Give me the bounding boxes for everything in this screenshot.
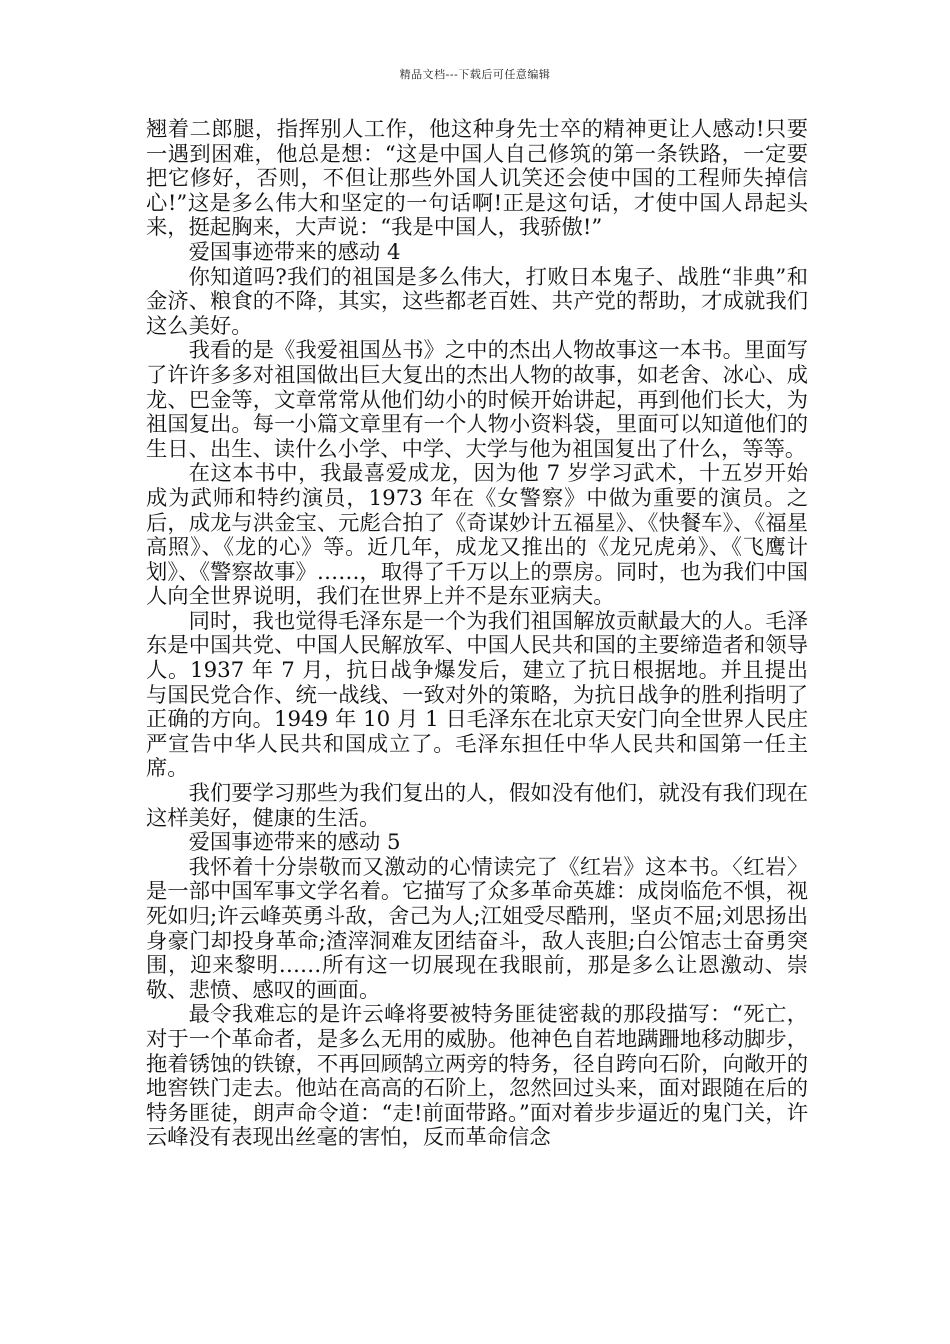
paragraph: 我们要学习那些为我们复出的人，假如没有他们，就没有我们现在这样美好，健康的生活。 [146,781,808,831]
document-body [146,118,808,1151]
section-heading-5: 爱国事迹带来的感动 5 [188,830,401,856]
paragraph: 最令我难忘的是许云峰将要被特务匪徒密裁的那段描写：“死亡，对于一个革命者，是多么无用的威胁。他神色自若地蹒跚地移动脚步，拖着锈蚀的铁镣，不再回顾鹄立两旁的特务，径自跨向石阶，向敞开的地窖铁门走去。他站在高高的石阶上，忽然回过头来，面对跟随在后的特务匪徒，朗声命令道：“走!前面带路。”面对着步步逼近的鬼门关，许云峰没有表现出丝毫的害怕，反而革命信念 [146,1002,808,1151]
paragraph: 在这本书中，我最喜爱成龙，因为他 7 岁学习武术，十五岁开始成为武师和特约演员，1973 年在《女警察》中做为重要的演员。之后，成龙与洪金宝、元彪合拍了《奇谋妙计五福星》、《快餐车》、《福星高照》、《龙的心》等。近几年，成龙又推出的《龙兄虎弟》、《飞鹰计划》、《警察故事》……，取得了千万以上的票房。同时，也为我们中国人向全世界说明，我们在世界上并不是东亚病夫。 [146,461,808,610]
section-heading-4: 爱国事迹带来的感动 4 [188,239,401,265]
paragraph-continued: 翘着二郎腿，指挥别人工作，他这种身先士卒的精神更让人感动!只要一遇到困难，他总是想：“这是中国人自己修筑的第一条铁路，一定要把它修好，否则，不但让那些外国人讥笑还会使中国的工程师失掉信心!”这是多么伟大和坚定的一句话啊!正是这句话，才使中国人昂起头来，挺起胸来，大声说：“我是中国人，我骄傲!” [146,117,808,241]
paragraph: 我怀着十分崇敬而又激动的心情读完了《红岩》这本书。〈红岩〉是一部中国军事文学名着。它描写了众多革命英雄：成岗临危不惧，视死如归;许云峰英勇斗敌，舍己为人;江姐受尽酷刑，坚贞不屈;刘思扬出身豪门却投身革命;渣滓洞难友团结奋斗，敌人丧胆;白公馆志士奋勇突围，迎来黎明……所有这一切展现在我眼前，那是多么让恩激动、崇敬、悲愤、感叹的画面。 [146,854,808,1003]
page-header: 精品文档---下载后可任意编辑 [399,68,551,81]
paragraph: 同时，我也觉得毛泽东是一个为我们祖国解放贡献最大的人。毛泽东是中国共党、中国人民解放军、中国人民共和国的主要缔造者和领导人。1937 年 7 月，抗日战争爆发后，建立了抗日根据地。并且提出与国民党合作、统一战线、一致对外的策略，为抗日战争的胜利指明了正确的方向。1949 年 10 月 1 日毛泽东在北京天安门向全世界人民庄严宣告中华人民共和国成立了。毛泽东担任中华人民共和国第一任主席。 [146,608,808,782]
paragraph: 你知道吗?我们的祖国是多么伟大，打败日本鬼子、战胜“非典”和金济、粮食的不降，其实，这些都老百姓、共产党的帮助，才成就我们这么美好。 [146,264,808,339]
paragraph: 我看的是《我爱祖国丛书》之中的杰出人物故事这一本书。里面写了许许多多对祖国做出巨大复出的杰出人物的故事，如老舍、冰心、成龙、巴金等，文章常常从他们幼小的时候开始讲起，再到他们长大，为祖国复出。每一小篇文章里有一个人物小资料袋，里面可以知道他们的生日、出生、读什么小学、中学、大学与他为祖国复出了什么，等等。 [146,338,808,462]
